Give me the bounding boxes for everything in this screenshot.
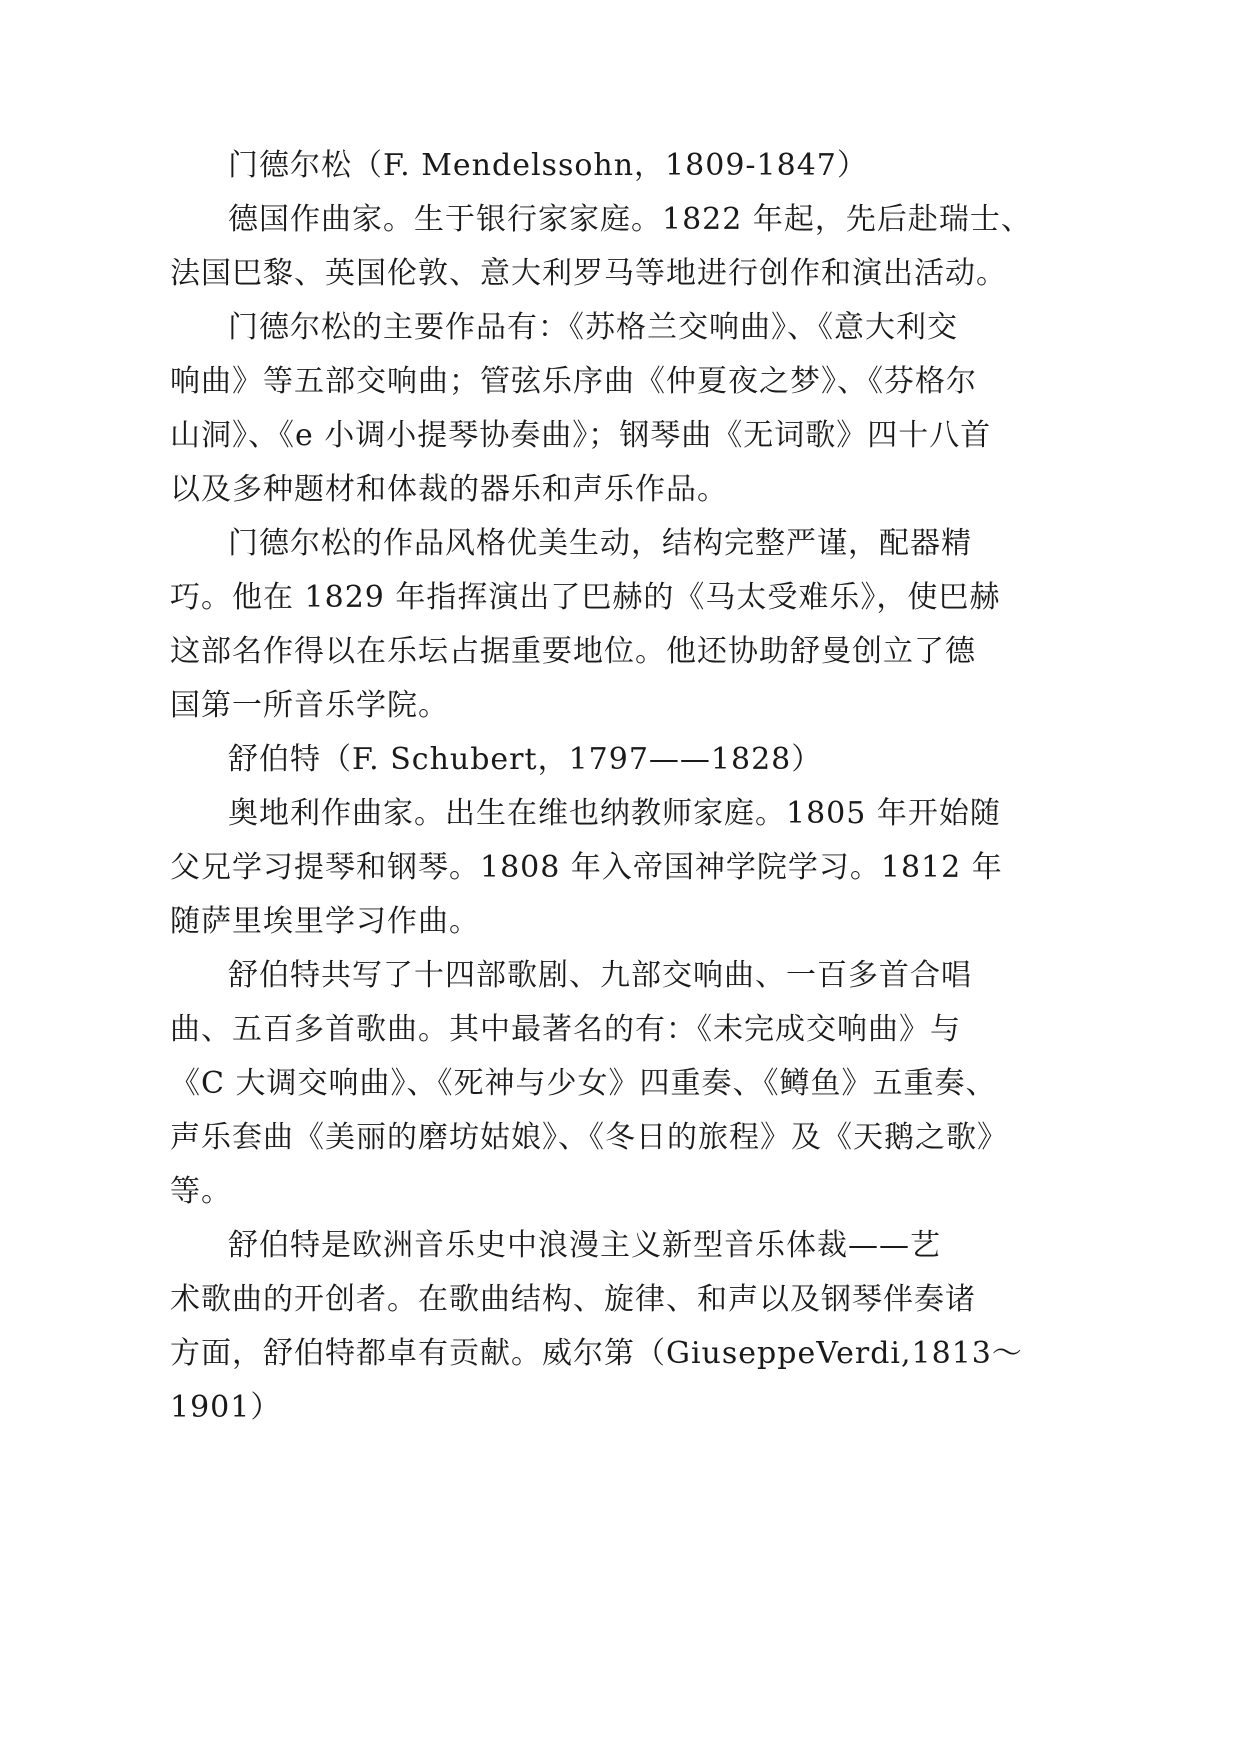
- text-line: 《C 大调交响曲》、《死神与少女》四重奏、《鳟鱼》五重奏、: [170, 1066, 997, 1101]
- text-line: 等。: [170, 1174, 232, 1209]
- text-line: 山洞》、《e 小调小提琴协奏曲》；钢琴曲《无词歌》四十八首: [170, 418, 992, 453]
- text-line: 门德尔松的作品风格优美生动，结构完整严谨，配器精: [228, 526, 972, 561]
- text-line: 门德尔松的主要作品有：《苏格兰交响曲》、《意大利交: [228, 310, 958, 345]
- text-line: 术歌曲的开创者。在歌曲结构、旋律、和声以及钢琴伴奏诸: [170, 1282, 976, 1317]
- text-line: 父兄学习提琴和钢琴。1808 年入帝国神学院学习。1812 年: [170, 850, 1003, 885]
- text-line: 曲、五百多首歌曲。其中最著名的有：《未完成交响曲》与: [170, 1012, 961, 1047]
- text-line: 1901）: [170, 1390, 282, 1425]
- text-line: 舒伯特共写了十四部歌剧、九部交响曲、一百多首合唱: [228, 958, 972, 993]
- text-line: 响曲》等五部交响曲；管弦乐序曲《仲夏夜之梦》、《芬格尔: [170, 364, 977, 399]
- text-line: 巧。他在 1829 年指挥演出了巴赫的《马太受难乐》，使巴赫: [170, 580, 1001, 615]
- text-line: 国第一所音乐学院。: [170, 688, 449, 723]
- heading-schubert: 舒伯特（F. Schubert，1797——1828）: [228, 742, 823, 777]
- text-line: 声乐套曲《美丽的磨坊姑娘》、《冬日的旅程》及《天鹅之歌》: [170, 1120, 1008, 1155]
- text-line: 法国巴黎、英国伦敦、意大利罗马等地进行创作和演出活动。: [170, 256, 1007, 291]
- text-line: 随萨里埃里学习作曲。: [170, 904, 480, 939]
- text-line: 奥地利作曲家。出生在维也纳教师家庭。1805 年开始随: [228, 796, 1001, 831]
- text-line: 方面，舒伯特都卓有贡献。威尔第（GiuseppeVerdi,1813～: [170, 1336, 1023, 1371]
- heading-mendelssohn: 门德尔松（F. Mendelssohn，1809-1847）: [228, 148, 868, 183]
- text-line: 舒伯特是欧洲音乐史中浪漫主义新型音乐体裁——艺: [228, 1228, 941, 1263]
- text-line: 德国作曲家。生于银行家家庭。1822 年起，先后赴瑞士、: [228, 202, 1032, 237]
- text-line: 以及多种题材和体裁的器乐和声乐作品。: [170, 472, 728, 507]
- text-line: 这部名作得以在乐坛占据重要地位。他还协助舒曼创立了德: [170, 634, 976, 669]
